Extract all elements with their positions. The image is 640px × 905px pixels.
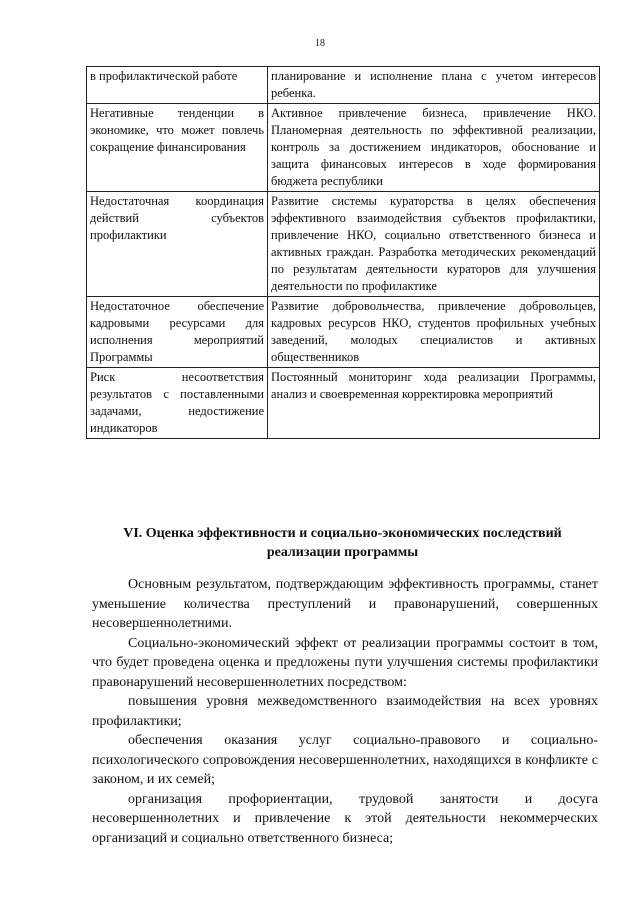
measure-cell: планирование и исполнение плана с учетом интересов ребенка. bbox=[268, 67, 600, 104]
list-item: обеспечения оказания услуг социально-правового и социально-психологического сопровождения несовершеннолетних, находящихся в конфликте с законом, и их семей; bbox=[92, 733, 598, 787]
table-row bbox=[87, 368, 600, 439]
table-row bbox=[87, 192, 600, 297]
risk-cell: Риск несоответствия результатов с поставленными задачами, недостижение индикаторов bbox=[87, 368, 268, 439]
body-text bbox=[92, 575, 598, 848]
risk-cell: Недостаточное обеспечение кадровыми ресурсами для исполнения мероприятий Программы bbox=[87, 297, 268, 368]
list-item: организация профориентации, трудовой занятости и досуга несовершеннолетних и привлечение к этой деятельности некоммерческих организаций и социально ответственного бизнеса; bbox=[92, 791, 598, 846]
table-row bbox=[87, 67, 600, 104]
table-row bbox=[87, 104, 600, 192]
risk-cell: Недостаточная координация действий субъектов профилактики bbox=[87, 192, 268, 297]
paragraph: Социально-экономический эффект от реализации программы состоит в том, что будет проведена оценка и предложены пути улучшения системы профилактики правонарушений несовершеннолетних посредством: bbox=[92, 635, 598, 690]
page-number: 18 bbox=[315, 38, 325, 49]
measure-cell: Активное привлечение бизнеса, привлечение НКО. Планомерная деятельность по эффективной реализации, контроль за достижением индикаторов, обоснование и защита финансовых интересов в ходе формирования бюджета республики bbox=[268, 104, 600, 192]
section-title bbox=[86, 524, 599, 562]
table-row bbox=[87, 297, 600, 368]
measure-cell: Развитие системы кураторства в целях обеспечения эффективного взаимодействия субъектов профилактики, привлечение НКО, социально ответственного бизнеса и активных граждан. Разработка методических рекомендаций по результатам деятельности кураторов для улучшения деятельности по профилактике bbox=[268, 192, 600, 297]
risk-cell: Негативные тенденции в экономике, что может повлечь сокращение финансирования bbox=[87, 104, 268, 192]
list-item: повышения уровня межведомственного взаимодействия на всех уровнях профилактики; bbox=[92, 694, 598, 729]
risk-cell: в профилактической работе bbox=[87, 67, 268, 104]
measure-cell: Развитие добровольчества, привлечение добровольцев, кадровых ресурсов НКО, студентов профильных учебных заведений, молодых специалистов и активных общественников bbox=[268, 297, 600, 368]
measure-cell: Постоянный мониторинг хода реализации Программы, анализ и своевременная корректировка мероприятий bbox=[268, 368, 600, 439]
risk-table bbox=[86, 66, 600, 439]
section-title-line: VI. Оценка эффективности и социально-экономических последствий bbox=[123, 526, 562, 541]
paragraph: Основным результатом, подтверждающим эффективность программы, станет уменьшение количества преступлений и правонарушений, совершенных несовершеннолетними. bbox=[92, 577, 598, 631]
section-title-line: реализации программы bbox=[266, 545, 419, 560]
